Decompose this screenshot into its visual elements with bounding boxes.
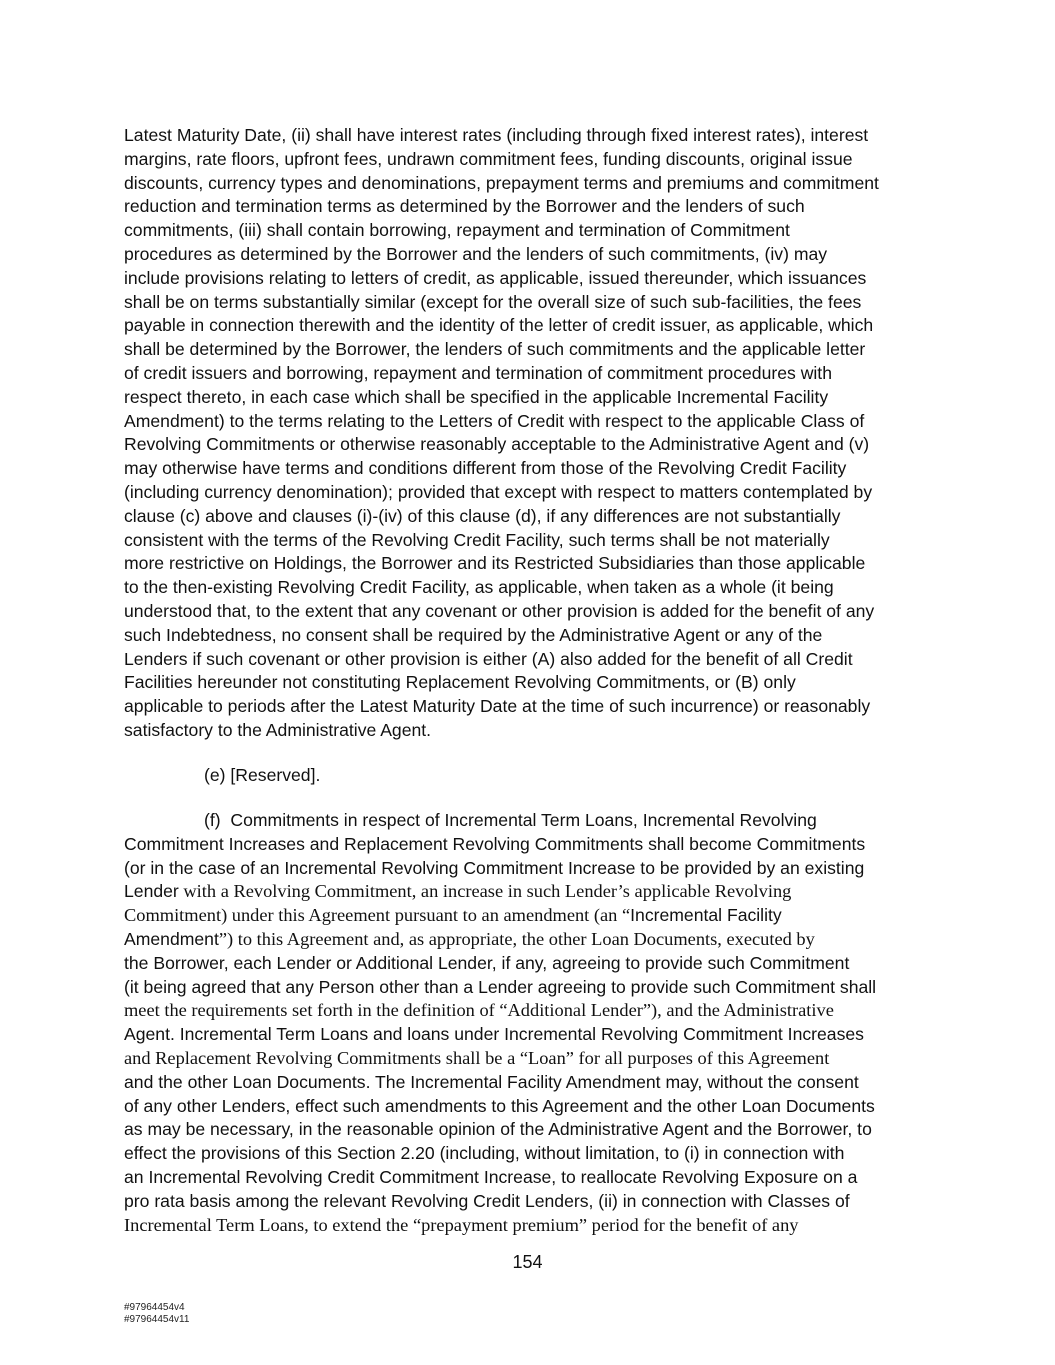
paragraph-d-line: understood that, to the extent that any covenant or other provision is added for the benefit of any [124,600,875,621]
paragraph-f-line: an Incremental Revolving Credit Commitment Increase, to reallocate Revolving Exposure on a [124,1166,858,1187]
paragraph-f-line: pro rata basis among the relevant Revolving Credit Lenders, (ii) in connection with Classes of [124,1190,850,1211]
paragraph-d-line: Latest Maturity Date, (ii) shall have interest rates (including through fixed interest rates), interest [124,125,869,145]
paragraph-f-line: Incremental Term Loans, to extend the “prepayment premium” period for the benefit of any [124,1214,799,1235]
paragraph-f-line: Commitment Increases and Replacement Revolving Commitments shall become Commitments [124,833,866,854]
paragraph-d-line: satisfactory to the Administrative Agent. [124,719,432,740]
paragraph-f-fragment: Lender [124,881,179,902]
paragraph-d-line: Lenders if such covenant or other provision is either (A) also added for the benefit of all Credit [124,648,853,669]
paragraph-f-line: meet the requirements set forth in the definition of “Additional Lender”), and the Administrative [124,1000,834,1021]
paragraph-d-line: applicable to periods after the Latest Maturity Date at the time of such incurrence) or reasonably [124,696,871,717]
paragraph-d-line: Amendment) to the terms relating to the Letters of Credit with respect to the applicable Class of [124,410,865,431]
paragraph-f-fragment: with a Revolving Commitment, an increase in such Lender’s applicable Revolving [178,881,792,902]
paragraph-d-line: include provisions relating to letters of credit, as applicable, issued thereunder, which issuances [124,267,867,288]
paragraph-f-fragment: Commitment) under this Agreement pursuant to an amendment (an “ [124,905,631,926]
paragraph-d-line: reduction and termination terms as determined by the Borrower and the lenders of such [124,196,805,217]
page-number: 154 [512,1252,543,1272]
paragraph-d-line: such Indebtedness, no consent shall be required by the Administrative Agent or any of the [124,624,823,645]
paragraph-d-line: discounts, currency types and denominations, prepayment terms and premiums and commitment [124,172,879,193]
defined-term-incremental-facility-amendment: Incremental Facility [630,905,782,926]
document-id: #97964454v4 [124,1302,185,1313]
paragraph-f-label: (f) [204,810,221,830]
paragraph-d-continued [124,124,932,743]
paragraph-e-text: [Reserved]. [230,765,321,785]
paragraph-f-line [124,928,932,952]
paragraph-f-line: the Borrower, each Lender or Additional Lender, if any, agreeing to provide such Commitment [124,952,850,973]
paragraph-d-line: to the then-existing Revolving Credit Facility, as applicable, when taken as a whole (it being [124,577,834,598]
document-id: #97964454v11 [124,1314,190,1325]
paragraph-f-line [124,904,932,928]
paragraph-d-line: shall be on terms substantially similar (except for the overall size of such sub-facilities, the fees [124,291,862,312]
paragraph-f-line: effect the provisions of this Section 2.20 (including, without limitation, to (i) in connection with [124,1143,845,1164]
paragraph-d-line: payable in connection therewith and the identity of the letter of credit issuer, as applicable, which [124,315,874,336]
paragraph-d-line: commitments, (iii) shall contain borrowing, repayment and termination of Commitment [124,220,790,241]
paragraph-f-line: as may be necessary, in the reasonable opinion of the Administrative Agent and the Borrower, to [124,1119,872,1140]
paragraph-d-line: margins, rate floors, upfront fees, undrawn commitment fees, funding discounts, original issue [124,148,853,169]
paragraph-f-line [124,880,932,904]
paragraph-f-line: (or in the case of an Incremental Revolving Commitment Increase to be provided by an existing [124,857,865,878]
paragraph-f-line: (it being agreed that any Person other than a Lender agreeing to provide such Commitment shall [124,976,877,997]
paragraph-e-label: (e) [204,765,226,785]
paragraph-d-line: may otherwise have terms and conditions different from those of the Revolving Credit Facility [124,458,847,479]
paragraph-d-line: Revolving Commitments or otherwise reasonably acceptable to the Administrative Agent and (v) [124,434,870,455]
paragraph-d-line: more restrictive on Holdings, the Borrower and its Restricted Subsidiaries than those applicable [124,553,866,574]
defined-term-incremental-facility-amendment: Amendment [124,928,219,949]
paragraph-f [124,809,932,1237]
paragraph-e [124,764,932,788]
paragraph-d-line: procedures as determined by the Borrower and the lenders of such commitments, (iv) may [124,243,828,264]
paragraph-f-line: and Replacement Revolving Commitments shall be a “Loan” for all purposes of this Agreement [124,1047,830,1068]
paragraph-d-line: clause (c) above and clauses (i)-(iv) of this clause (d), if any differences are not substantially [124,505,841,526]
paragraph-d-line: Facilities hereunder not constituting Replacement Revolving Commitments, or (B) only [124,672,796,693]
paragraph-d-line: respect thereto, in each case which shall be specified in the applicable Incremental Facility [124,386,829,407]
paragraph-d-line: shall be determined by the Borrower, the lenders of such commitments and the applicable letter [124,339,866,360]
paragraph-f-line: Agent. Incremental Term Loans and loans under Incremental Revolving Commitment Increases [124,1024,864,1045]
paragraph-d-line: (including currency denomination); provided that except with respect to matters contemplated by [124,481,873,502]
paragraph-f-line: of any other Lenders, effect such amendments to this Agreement and the other Loan Documents [124,1095,875,1116]
paragraph-d-line: consistent with the terms of the Revolving Credit Facility, such terms shall be not materially [124,529,830,550]
paragraph-d-line: of credit issuers and borrowing, repayment and termination of commitment procedures with [124,362,832,383]
paragraph-f-line: Commitments in respect of Incremental Term Loans, Incremental Revolving [230,810,817,830]
paragraph-f-line: and the other Loan Documents. The Incremental Facility Amendment may, without the consent [124,1071,859,1092]
paragraph-f-fragment: ”) to this Agreement and, as appropriate, the other Loan Documents, executed by [218,928,815,949]
